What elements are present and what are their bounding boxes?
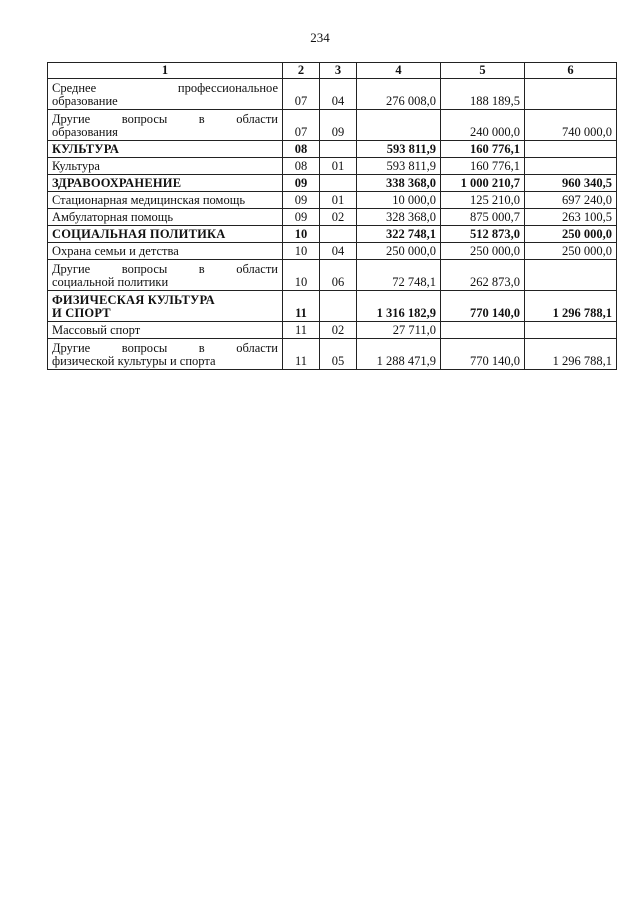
table-body [48,79,617,370]
row-value-col6: 740 000,0 [525,110,617,141]
row-value-col6 [525,141,617,158]
row-value-col6 [525,322,617,339]
row-name-line: Среднее профессиональное [52,80,278,95]
table-row [48,158,617,175]
row-subsection [320,141,357,158]
row-name [48,291,283,322]
budget-table [47,62,617,370]
row-section: 10 [283,260,320,291]
table-row [48,260,617,291]
row-value-col6: 697 240,0 [525,192,617,209]
row-name [48,339,283,370]
row-subsection: 02 [320,322,357,339]
row-subsection: 04 [320,79,357,110]
row-subsection: 09 [320,110,357,141]
row-value-col5: 250 000,0 [441,243,525,260]
row-subsection [320,291,357,322]
row-value-col6: 263 100,5 [525,209,617,226]
row-section: 11 [283,322,320,339]
table-row [48,226,617,243]
row-name-line: ЗДРАВООХРАНЕНИЕ [52,176,182,190]
row-value-col6: 1 296 788,1 [525,291,617,322]
row-name [48,260,283,291]
row-value-col5: 512 873,0 [441,226,525,243]
row-name [48,209,283,226]
row-name-line: физической культуры и спорта [52,354,216,368]
row-name [48,192,283,209]
row-section: 09 [283,175,320,192]
table-row [48,243,617,260]
row-value-col5: 160 776,1 [441,158,525,175]
row-section: 11 [283,339,320,370]
row-value-col4: 593 811,9 [357,141,441,158]
header-row [48,63,617,79]
row-value-col5: 240 000,0 [441,110,525,141]
row-section: 07 [283,110,320,141]
row-name-line: социальной политики [52,275,169,289]
row-value-col4: 1 288 471,9 [357,339,441,370]
page-number: 234 [310,30,330,45]
row-name-line: СОЦИАЛЬНАЯ ПОЛИТИКА [52,227,226,241]
row-value-col5: 188 189,5 [441,79,525,110]
table-header [48,63,617,79]
row-name-line: КУЛЬТУРА [52,142,120,156]
header-col-3: 3 [320,63,357,79]
row-value-col4: 328 368,0 [357,209,441,226]
row-section: 07 [283,79,320,110]
row-value-col6 [525,79,617,110]
row-value-col4: 72 748,1 [357,260,441,291]
row-value-col5: 1 000 210,7 [441,175,525,192]
row-subsection: 02 [320,209,357,226]
row-subsection: 01 [320,158,357,175]
row-subsection [320,175,357,192]
row-value-col5: 160 776,1 [441,141,525,158]
row-value-col4: 250 000,0 [357,243,441,260]
row-name-line: Массовый спорт [52,323,141,337]
header-col-5: 5 [441,63,525,79]
row-value-col6: 1 296 788,1 [525,339,617,370]
row-value-col5: 770 140,0 [441,291,525,322]
header-col-4: 4 [357,63,441,79]
row-section: 08 [283,141,320,158]
row-value-col5: 770 140,0 [441,339,525,370]
row-name [48,110,283,141]
table-row [48,322,617,339]
row-value-col5: 875 000,7 [441,209,525,226]
table-row [48,339,617,370]
row-section: 09 [283,192,320,209]
row-value-col6 [525,260,617,291]
row-value-col4: 593 811,9 [357,158,441,175]
table-row [48,291,617,322]
header-col-6: 6 [525,63,617,79]
row-value-col4: 1 316 182,9 [357,291,441,322]
row-name-line: образование [52,94,118,108]
row-section: 08 [283,158,320,175]
row-name-line: И СПОРТ [52,306,111,320]
row-name-line: Другие вопросы в области [52,261,278,276]
row-name-line: Другие вопросы в области [52,111,278,126]
row-name-line: Стационарная медицинская помощь [52,193,246,207]
row-name-line: образования [52,125,118,139]
row-value-col4: 322 748,1 [357,226,441,243]
table-row [48,175,617,192]
table-row [48,79,617,110]
row-name-line: Амбулаторная помощь [52,210,174,224]
row-value-col6: 250 000,0 [525,243,617,260]
row-value-col4: 10 000,0 [357,192,441,209]
row-subsection: 01 [320,192,357,209]
row-name-line: Другие вопросы в области [52,340,278,355]
row-value-col5: 125 210,0 [441,192,525,209]
row-name [48,322,283,339]
row-value-col4 [357,110,441,141]
row-section: 11 [283,291,320,322]
row-subsection: 05 [320,339,357,370]
row-name-line: Культура [52,159,100,173]
row-value-col4: 338 368,0 [357,175,441,192]
table-row [48,192,617,209]
row-value-col4: 276 008,0 [357,79,441,110]
header-col-1: 1 [48,63,283,79]
row-name [48,226,283,243]
row-value-col5 [441,322,525,339]
row-value-col4: 27 711,0 [357,322,441,339]
row-name [48,141,283,158]
row-value-col5: 262 873,0 [441,260,525,291]
row-subsection: 06 [320,260,357,291]
row-section: 10 [283,226,320,243]
row-name-line: ФИЗИЧЕСКАЯ КУЛЬТУРА [52,292,215,307]
row-name [48,158,283,175]
table-row [48,141,617,158]
row-value-col6: 960 340,5 [525,175,617,192]
table-row [48,209,617,226]
row-name [48,79,283,110]
header-col-2: 2 [283,63,320,79]
row-section: 10 [283,243,320,260]
row-value-col6: 250 000,0 [525,226,617,243]
row-value-col6 [525,158,617,175]
row-name [48,175,283,192]
row-subsection: 04 [320,243,357,260]
row-section: 09 [283,209,320,226]
row-name [48,243,283,260]
row-subsection [320,226,357,243]
row-name-line: Охрана семьи и детства [52,244,179,258]
table-row [48,110,617,141]
